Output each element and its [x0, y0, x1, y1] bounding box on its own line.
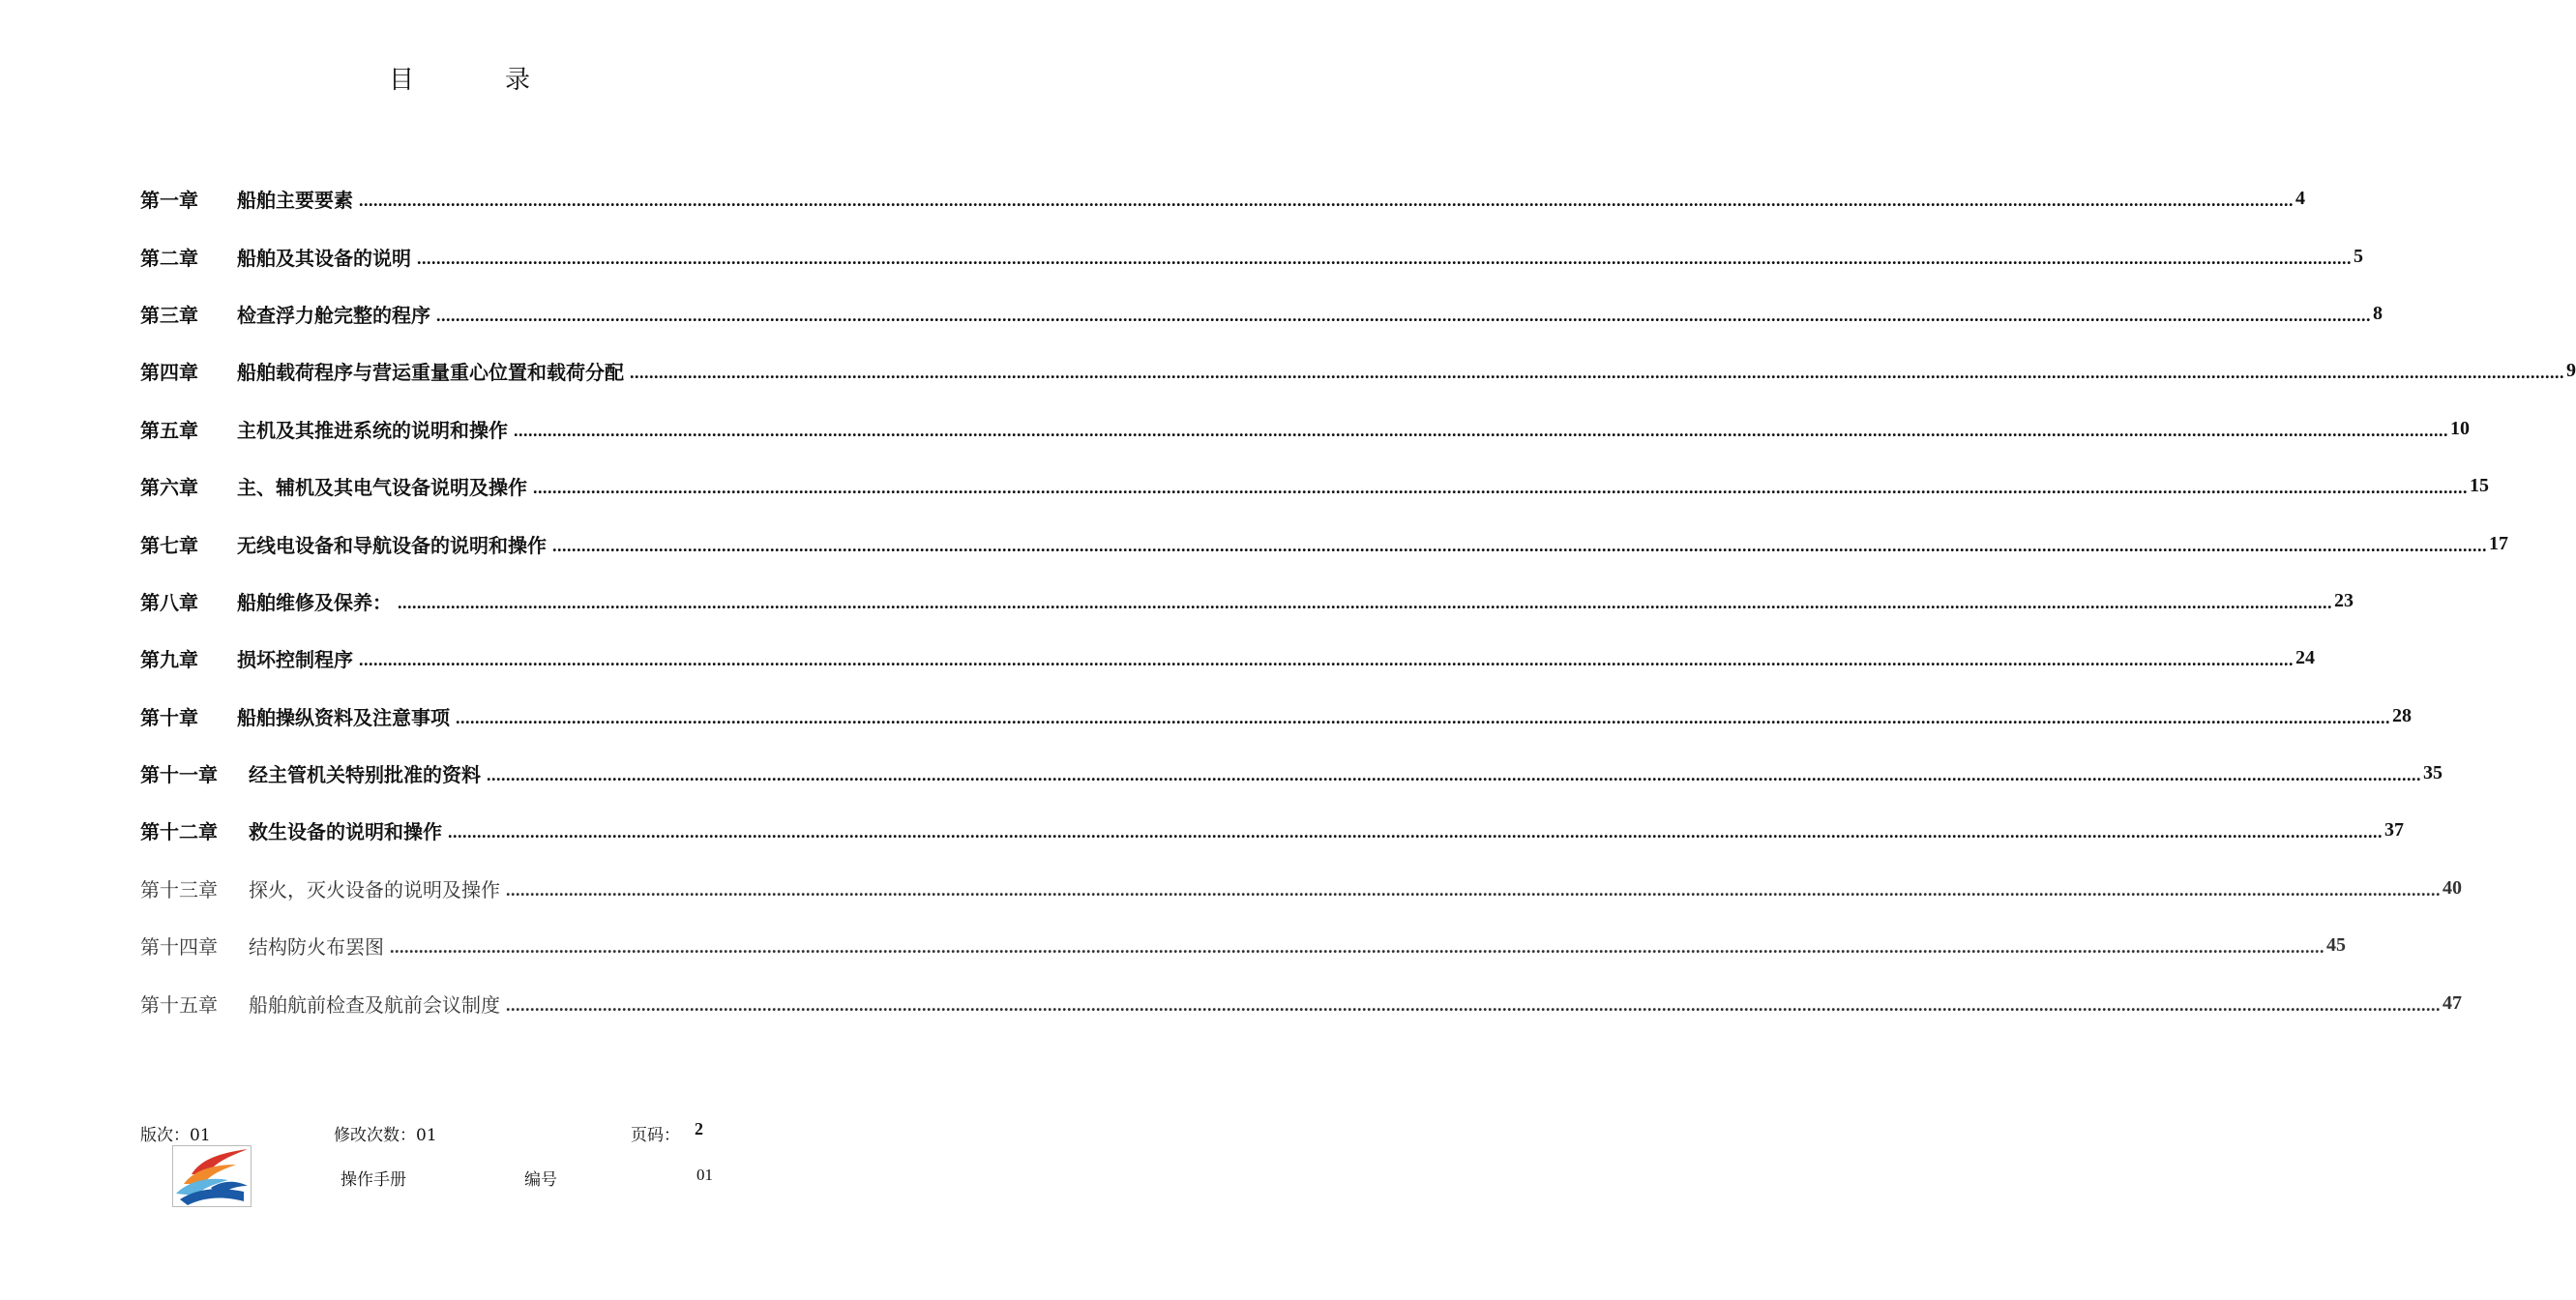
toc-page-number: 28: [2392, 704, 2412, 726]
toc-leader-dots: ................................................................................................................................................................................................................................................................................................................................................................................................................: [487, 765, 2421, 785]
toc-chapter-title: 损坏控制程序: [237, 648, 353, 672]
toc-entry[interactable]: [140, 860, 2462, 917]
toc-chapter-number: 第八章: [140, 590, 198, 614]
toc-entry[interactable]: [140, 515, 2508, 572]
code-label: 编号: [524, 1170, 557, 1190]
toc-leader-dots: ................................................................................................................................................................................................................................................................................................................................................................................................................: [417, 248, 2352, 268]
toc-chapter-title: 船舶维修及保养：: [237, 590, 392, 614]
toc-page-number: 40: [2443, 876, 2462, 899]
toc-chapter-number: 第一章: [140, 189, 198, 213]
toc-page-number: 8: [2373, 302, 2383, 324]
edition-label: 版次：01: [140, 1126, 211, 1145]
toc-leader-dots: ................................................................................................................................................................................................................................................................................................................................................................................................................: [456, 707, 2390, 727]
toc-chapter-title: 船舶载荷程序与营运重量重心位置和载荷分配: [237, 361, 624, 385]
toc-chapter-title: 船舶及其设备的说明: [237, 246, 411, 270]
toc-leader-dots: ................................................................................................................................................................................................................................................................................................................................................................................................................: [448, 822, 2383, 842]
toc-chapter-number: 第三章: [140, 303, 198, 327]
toc-entry[interactable]: [140, 227, 2363, 284]
toc-chapter-title: 检查浮力舱完整的程序: [237, 303, 430, 327]
company-logo-icon: [172, 1145, 252, 1207]
toc-entry[interactable]: [140, 974, 2462, 1031]
toc-chapter-number: 第二章: [140, 246, 198, 270]
toc-entry[interactable]: [140, 688, 2412, 745]
toc-chapter-number: 第十二章: [140, 820, 218, 844]
toc-leader-dots: ................................................................................................................................................................................................................................................................................................................................................................................................................: [506, 879, 2441, 900]
toc-leader-dots: ................................................................................................................................................................................................................................................................................................................................................................................................................: [552, 535, 2487, 555]
toc-leader-dots: ................................................................................................................................................................................................................................................................................................................................................................................................................: [514, 420, 2448, 440]
toc-chapter-title: 主、辅机及其电气设备说明及操作: [237, 476, 527, 500]
toc-entry[interactable]: [140, 285, 2383, 342]
manual-label: 操作手册: [341, 1170, 406, 1190]
toc-leader-dots: ................................................................................................................................................................................................................................................................................................................................................................................................................: [390, 937, 2324, 958]
toc-chapter-number: 第四章: [140, 361, 198, 385]
toc-page-number: 17: [2489, 532, 2508, 554]
toc-entry[interactable]: [140, 745, 2443, 802]
toc-leader-dots: ................................................................................................................................................................................................................................................................................................................................................................................................................: [436, 305, 2371, 325]
toc-leader-dots: ................................................................................................................................................................................................................................................................................................................................................................................................................: [398, 592, 2332, 612]
toc-page-number: 45: [2326, 934, 2346, 957]
toc-entry[interactable]: [140, 630, 2315, 687]
toc-entry[interactable]: [140, 458, 2489, 515]
toc-chapter-number: 第十章: [140, 705, 198, 729]
toc-leader-dots: ................................................................................................................................................................................................................................................................................................................................................................................................................: [630, 363, 2564, 383]
toc-entry[interactable]: [140, 573, 2354, 630]
toc-chapter-title: 船舶航前检查及航前会议制度: [249, 992, 500, 1017]
toc-page-number: 5: [2354, 245, 2363, 267]
page-number-label: 页码：: [631, 1126, 680, 1145]
toc-chapter-number: 第十一章: [140, 763, 218, 787]
toc-leader-dots: ................................................................................................................................................................................................................................................................................................................................................................................................................: [359, 191, 2294, 211]
toc-leader-dots: ................................................................................................................................................................................................................................................................................................................................................................................................................: [359, 650, 2294, 670]
toc-entry[interactable]: [140, 342, 2576, 399]
toc-chapter-number: 第七章: [140, 533, 198, 557]
toc-chapter-number: 第十三章: [140, 877, 218, 901]
toc-page-number: 10: [2450, 417, 2470, 439]
toc-chapter-title: 无线电设备和导航设备的说明和操作: [237, 533, 547, 557]
toc-chapter-number: 第九章: [140, 648, 198, 672]
toc-entry[interactable]: [140, 917, 2346, 974]
toc-chapter-title: 船舶操纵资料及注意事项: [237, 705, 450, 729]
toc-page-number: 47: [2443, 991, 2462, 1014]
page-title: 目 录: [388, 66, 563, 95]
toc-chapter-title: 船舶主要要素: [237, 189, 353, 213]
revision-label: 修改次数：01: [334, 1126, 437, 1145]
toc-chapter-title: 主机及其推进系统的说明和操作: [237, 418, 508, 442]
page-number-value: 2: [695, 1119, 703, 1138]
toc-chapter-number: 第五章: [140, 418, 198, 442]
toc-entry[interactable]: [140, 802, 2404, 859]
code-value: 01: [696, 1166, 713, 1184]
toc-chapter-title: 探火，灭火设备的说明及操作: [249, 877, 500, 901]
toc-entry[interactable]: [140, 400, 2470, 458]
toc-leader-dots: ................................................................................................................................................................................................................................................................................................................................................................................................................: [533, 478, 2468, 498]
toc-page-number: 4: [2295, 188, 2305, 210]
toc-page-number: 9: [2566, 360, 2576, 382]
toc-page-number: 37: [2384, 819, 2404, 842]
toc-chapter-number: 第十五章: [140, 992, 218, 1017]
toc-chapter-number: 第六章: [140, 476, 198, 500]
toc-chapter-title: 救生设备的说明和操作: [249, 820, 442, 844]
toc-page-number: 35: [2423, 762, 2443, 784]
toc-entry[interactable]: [140, 170, 2305, 227]
table-of-contents: [140, 170, 2576, 1032]
toc-chapter-number: 第十四章: [140, 935, 218, 960]
toc-page-number: 24: [2295, 647, 2315, 669]
toc-chapter-title: 经主管机关特别批准的资料: [249, 763, 481, 787]
toc-leader-dots: ................................................................................................................................................................................................................................................................................................................................................................................................................: [506, 994, 2441, 1015]
toc-page-number: 23: [2334, 589, 2354, 611]
toc-page-number: 15: [2470, 475, 2489, 497]
toc-chapter-title: 结构防火布罢图: [249, 935, 384, 960]
